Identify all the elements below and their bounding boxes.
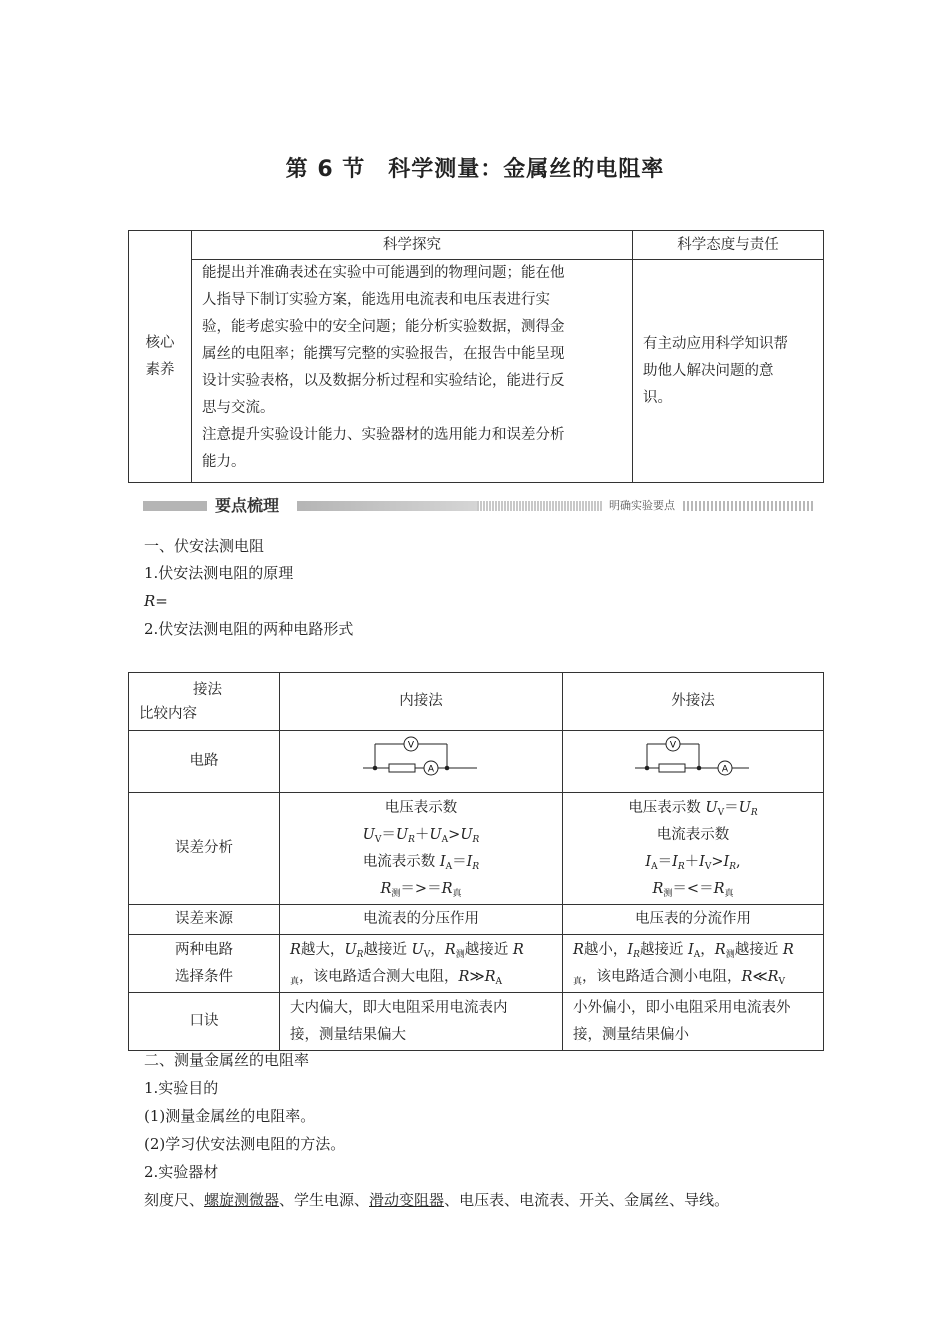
equipment-text: 、学生电源、 xyxy=(279,1191,370,1209)
core-label-line: 核心 xyxy=(145,334,175,351)
inquiry-text xyxy=(192,260,633,483)
subsection-heading: 1.伏安法测电阻的原理 xyxy=(144,564,294,582)
row-label-line: 两种电路 xyxy=(175,941,233,958)
circuit-outer-diagram xyxy=(633,734,753,780)
equipment-blank: 滑动变阻器 xyxy=(369,1191,445,1209)
col-header-outer: 外接法 xyxy=(563,673,824,731)
section-heading: 二、测量金属丝的电阻率 xyxy=(144,1051,310,1069)
row-label-line: 选择条件 xyxy=(175,968,233,985)
source-outer: 电压表的分流作用 xyxy=(563,905,824,935)
row-label-error: 误差分析 xyxy=(129,793,280,905)
list-item: (2)学习伏安法测电阻的方法。 xyxy=(144,1135,346,1153)
banner-tag: 明确实验要点 xyxy=(609,499,675,512)
banner-bar xyxy=(297,501,477,511)
text-line: 人指导下制订实验方案，能选用电流表和电压表进行实 xyxy=(202,292,550,308)
mnemonic-line: 小外偏小，即小电阻采用电流表外 xyxy=(573,999,791,1016)
error-formula: $I_A=I_R+I_V>I_R$, xyxy=(645,853,741,872)
page-title: 第 6 节 科学测量：金属丝的电阻率 xyxy=(285,157,665,182)
col-header-inner: 内接法 xyxy=(280,673,563,731)
text-line: 识。 xyxy=(643,389,672,406)
formula-text: R= xyxy=(144,592,168,610)
error-formula: $R_测=<=R_真$ xyxy=(652,880,734,899)
mnemonic-line: 接，测量结果偏小 xyxy=(573,1026,689,1043)
section-heading: 一、伏安法测电阻 xyxy=(144,537,265,555)
text-line: 思与交流。 xyxy=(202,400,275,416)
text-line: 属丝的电阻率；能撰写完整的实验报告，在报告中能呈现 xyxy=(202,346,565,362)
row-label-choose xyxy=(129,935,280,993)
error-formula: $R_测=>=R_真$ xyxy=(380,880,462,899)
voltmeter-label: V xyxy=(669,740,677,750)
core-label xyxy=(129,231,192,483)
choose-inner: R越大，$U_R$越接近 $U_V$，$R_测$越接近 R $_真$，该电路适合测大电阻，$R≫R_A$ xyxy=(280,935,563,993)
mnemonic-inner xyxy=(280,993,563,1051)
corner-top: 接法 xyxy=(193,681,222,698)
col-header-inquiry: 科学探究 xyxy=(192,231,633,260)
list-item: (1)测量金属丝的电阻率。 xyxy=(144,1107,316,1125)
text-line: 注意提升实验设计能力、实验器材的选用能力和误差分析 xyxy=(202,427,565,443)
ammeter-label: A xyxy=(427,764,435,774)
subsection-heading: 1.实验目的 xyxy=(144,1079,219,1097)
row-label-mnemonic: 口诀 xyxy=(129,993,280,1051)
text-line: 设计实验表格，以及数据分析过程和实验结论，能进行反 xyxy=(202,373,565,389)
mnemonic-line: 接，测量结果偏大 xyxy=(290,1026,406,1043)
ammeter-label: A xyxy=(721,764,729,774)
circuit-inner xyxy=(280,731,563,793)
equipment-text: 、电压表、电流表、开关、金属丝、导线。 xyxy=(444,1191,730,1209)
error-line: 电压表示数 $U_V=U_R$ xyxy=(628,799,758,818)
choose-outer: R越小，$I_R$越接近 $I_A$，$R_测$越接近 R $_真$，该电路适合测小电阻，$R≪R_V$ xyxy=(563,935,824,993)
subsection-heading: 2.实验器材 xyxy=(144,1163,219,1181)
section-banner xyxy=(143,495,813,517)
banner-heading: 要点梳理 xyxy=(215,496,280,515)
error-line: 电流表示数 xyxy=(656,826,730,843)
error-outer xyxy=(563,793,824,905)
row-label-source: 误差来源 xyxy=(129,905,280,935)
row-label-circuit: 电路 xyxy=(129,731,280,793)
corner-cell xyxy=(129,673,280,731)
corner-bottom: 比较内容 xyxy=(139,705,197,722)
equipment-list xyxy=(144,1190,729,1210)
voltmeter-label: V xyxy=(407,740,415,750)
equipment-blank: 螺旋测微器 xyxy=(204,1191,280,1209)
text-line: 助他人解决问题的意 xyxy=(643,362,774,379)
error-line: 电流表示数 $I_A=I_R$ xyxy=(362,853,480,872)
mnemonic-line: 大内偏大，即大电阻采用电流表内 xyxy=(290,999,508,1016)
col-header-attitude: 科学态度与责任 xyxy=(633,231,824,260)
banner-bar xyxy=(477,501,603,511)
source-inner: 电流表的分压作用 xyxy=(280,905,563,935)
text-line: 验，能考虑实验中的安全问题；能分析实验数据，测得金 xyxy=(202,319,565,335)
error-inner xyxy=(280,793,563,905)
core-label-line: 素养 xyxy=(145,361,175,378)
banner-bar xyxy=(683,501,813,511)
error-formula: $U_V=U_R+U_A>U_R$ xyxy=(362,826,480,845)
comparison-table xyxy=(128,672,824,1051)
circuit-inner-diagram xyxy=(361,734,481,780)
error-line: 电压表示数 xyxy=(384,799,458,816)
equipment-text: 刻度尺、 xyxy=(144,1191,205,1209)
banner-bar xyxy=(143,501,207,511)
circuit-outer xyxy=(563,731,824,793)
subsection-heading: 2.伏安法测电阻的两种电路形式 xyxy=(144,620,354,638)
text-line: 能提出并准确表述在实验中可能遇到的物理问题；能在他 xyxy=(202,265,565,281)
attitude-text xyxy=(633,260,824,483)
text-line: 能力。 xyxy=(202,454,246,470)
text-line: 有主动应用科学知识帮 xyxy=(643,335,788,352)
core-literacy-table xyxy=(128,230,824,483)
mnemonic-outer xyxy=(563,993,824,1051)
